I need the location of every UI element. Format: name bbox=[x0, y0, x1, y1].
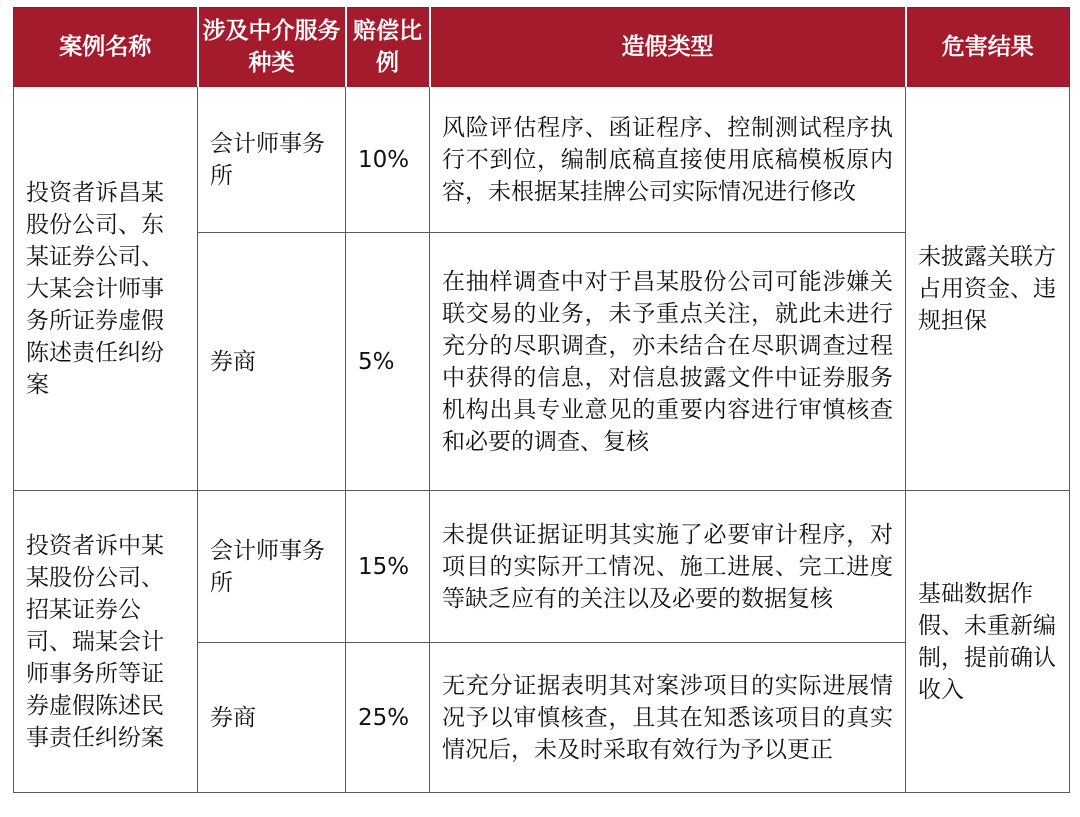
fraud-type-cell: 未提供证据证明其实施了必要审计程序，对项目的实际开工情况、施工进展、完工进度等缺乏应有的关注以及必要的数据复核 bbox=[430, 491, 906, 643]
header-row bbox=[14, 8, 1070, 87]
header-harm-result: 危害结果 bbox=[906, 8, 1070, 87]
ratio-cell: 10% bbox=[346, 87, 430, 233]
header-fraud-type: 造假类型 bbox=[430, 8, 906, 87]
harm-result-cell: 未披露关联方占用资金、违规担保 bbox=[906, 87, 1070, 491]
fraud-type-cell: 在抽样调查中对于昌某股份公司可能涉嫌关联交易的业务，未予重点关注，就此未进行充分的尽职调查，亦未结合在尽职调查过程中获得的信息，对信息披露文件中证券服务机构出具专业意见的重要内容进行审慎核查和必要的调查、复核 bbox=[430, 233, 906, 491]
header-service-type: 涉及中介服务种类 bbox=[198, 8, 346, 87]
ratio-cell: 25% bbox=[346, 643, 430, 793]
fraud-type-cell: 无充分证据表明其对案涉项目的实际进展情况予以审慎核查，且其在知悉该项目的真实情况后，未及时采取有效行为予以更正 bbox=[430, 643, 906, 793]
fraud-type-cell: 风险评估程序、函证程序、控制测试程序执行不到位，编制底稿直接使用底稿模板原内容，未根据某挂牌公司实际情况进行修改 bbox=[430, 87, 906, 233]
harm-result-cell: 基础数据作假、未重新编制，提前确认收入 bbox=[906, 491, 1070, 793]
service-type-cell: 会计师事务所 bbox=[198, 491, 346, 643]
service-type-cell: 券商 bbox=[198, 643, 346, 793]
service-type-cell: 券商 bbox=[198, 233, 346, 491]
ratio-cell: 5% bbox=[346, 233, 430, 491]
ratio-cell: 15% bbox=[346, 491, 430, 643]
table-row bbox=[14, 87, 1070, 233]
header-case-name: 案例名称 bbox=[14, 8, 198, 87]
case-name-cell: 投资者诉昌某股份公司、东某证券公司、大某会计师事务所证券虚假陈述责任纠纷案 bbox=[14, 87, 198, 491]
service-type-cell: 会计师事务所 bbox=[198, 87, 346, 233]
header-ratio: 赔偿比例 bbox=[346, 8, 430, 87]
table-row bbox=[14, 491, 1070, 643]
case-name-cell: 投资者诉中某某股份公司、招某证券公司、瑞某会计师事务所等证券虚假陈述民事责任纠纷案 bbox=[14, 491, 198, 793]
case-comparison-table bbox=[13, 7, 1070, 793]
